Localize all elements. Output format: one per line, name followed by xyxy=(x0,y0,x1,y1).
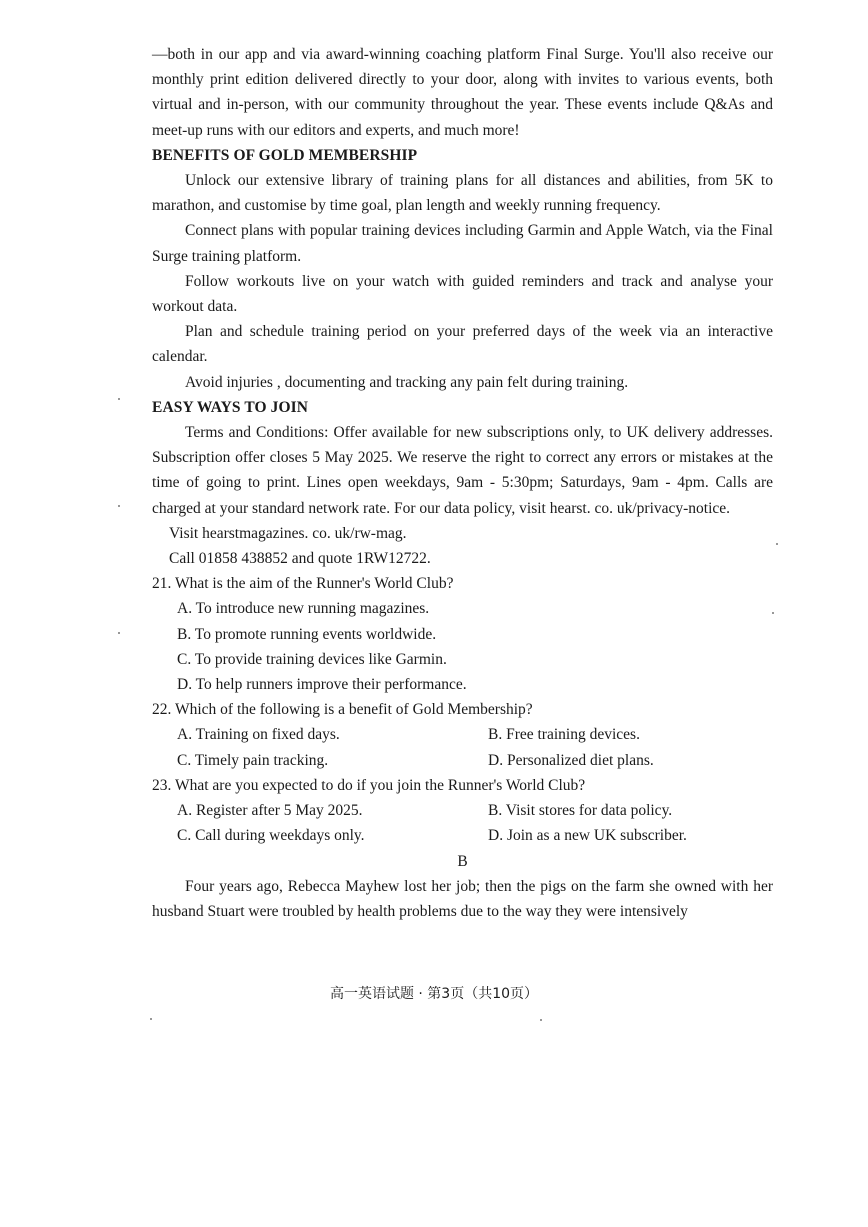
option-b: B. Visit stores for data policy. xyxy=(488,802,673,820)
scan-speck xyxy=(118,505,120,507)
option-a: A. Training on fixed days. xyxy=(177,726,340,744)
option-b: B. To promote running events worldwide. xyxy=(177,625,437,643)
question-22-options xyxy=(152,722,773,772)
benefits-heading: BENEFITS OF GOLD MEMBERSHIP xyxy=(152,146,418,164)
section-b-letter: B xyxy=(457,852,468,870)
call-line: Call 01858 438852 and quote 1RW12722. xyxy=(169,550,431,568)
option-a: A. To introduce new running magazines. xyxy=(177,600,430,618)
option-d: D. To help runners improve their performance. xyxy=(177,676,467,694)
option-c: C. Call during weekdays only. xyxy=(177,827,365,845)
exam-page-content xyxy=(152,42,773,924)
scan-speck xyxy=(118,398,120,400)
join-heading: EASY WAYS TO JOIN xyxy=(152,398,309,416)
terms-paragraph: Terms and Conditions: Offer available for new subscriptions only, to UK delivery addresses. Subscription offer closes 5 May 2025. We reserve the right to correct any errors or mistakes at the time of going to print. Lines open weekdays, 9am - 5:30pm; Saturdays, 9am - 4pm. Calls are charged at your standard network rate. For our data policy, visit hearst. co. uk/privacy-notice. xyxy=(152,424,773,517)
page-footer: 高一英语试题 · 第3页（共10页） xyxy=(329,986,539,1002)
option-d: D. Join as a new UK subscriber. xyxy=(488,827,687,845)
benefit-item: Avoid injuries , documenting and tracking any pain felt during training. xyxy=(185,373,629,391)
benefit-item: Follow workouts live on your watch with guided reminders and track and analyse your workout data. xyxy=(152,272,773,316)
scan-speck xyxy=(150,1018,152,1020)
option-d: D. Personalized diet plans. xyxy=(488,751,654,769)
option-b: B. Free training devices. xyxy=(488,726,640,744)
scan-speck xyxy=(776,543,778,545)
benefit-item: Connect plans with popular training devices including Garmin and Apple Watch, via the Final Surge training platform. xyxy=(152,222,773,265)
question-23-options xyxy=(152,798,773,848)
scan-speck xyxy=(118,632,120,634)
passage-b-opening: Four years ago, Rebecca Mayhew lost her job; then the pigs on the farm she owned with her husband Stuart were troubled by health problems due to the way they were intensively xyxy=(152,877,773,920)
scan-speck xyxy=(540,1019,542,1021)
option-c: C. To provide training devices like Garmin. xyxy=(177,650,447,668)
visit-line: Visit hearstmagazines. co. uk/rw-mag. xyxy=(169,524,407,542)
scan-speck xyxy=(772,612,774,614)
intro-paragraph: —both in our app and via award-winning coaching platform Final Surge. You'll also receive our monthly print edition delivered directly to your door, along with invites to various events, both virtual and in-person, with our community throughout the year. These events include Q&As and meet-up runs with our editors and experts, and much more! xyxy=(152,46,773,139)
question-21-stem: 21. What is the aim of the Runner's World Club? xyxy=(152,575,454,593)
question-22-stem: 22. Which of the following is a benefit of Gold Membership? xyxy=(152,701,533,719)
question-21-options xyxy=(152,596,773,697)
option-c: C. Timely pain tracking. xyxy=(177,751,329,769)
option-a: A. Register after 5 May 2025. xyxy=(177,802,363,820)
benefit-item: Unlock our extensive library of training plans for all distances and abilities, from 5K to marathon, and customise by time goal, plan length and weekly running frequency. xyxy=(152,172,773,215)
benefit-item: Plan and schedule training period on your preferred days of the week via an interactive calendar. xyxy=(152,323,773,366)
question-23-stem: 23. What are you expected to do if you join the Runner's World Club? xyxy=(152,776,586,794)
